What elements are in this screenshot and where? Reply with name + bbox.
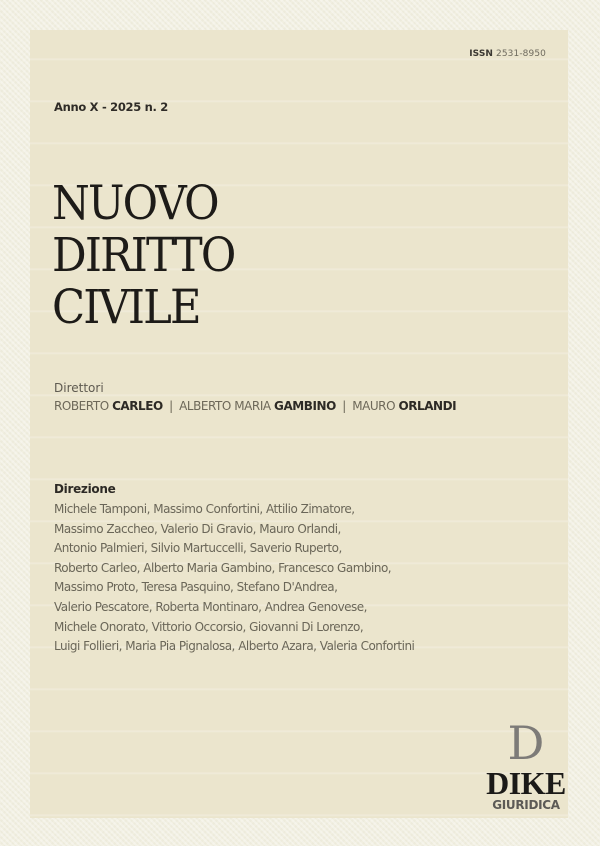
issue-info: Anno X - 2025 n. 2 <box>54 100 168 114</box>
director-surname: ORLANDI <box>398 399 457 413</box>
publisher-subname: GIURIDICA <box>492 798 560 812</box>
board-line: Michele Onorato, Vittorio Occorsio, Giovanni Di Lorenzo, <box>54 619 364 634</box>
director-surname: CARLEO <box>112 399 163 413</box>
director-3 <box>349 399 456 413</box>
directors-label: Direttori <box>54 381 104 395</box>
separator: | <box>342 399 346 413</box>
board-line: Antonio Palmieri, Silvio Martuccelli, Saverio Ruperto, <box>54 541 342 556</box>
board-label: Direzione <box>54 482 116 496</box>
board-line: Luigi Follieri, Maria Pia Pignalosa, Alberto Azara, Valeria Confortini <box>54 639 415 654</box>
directors-list <box>54 399 456 413</box>
director-given-name: MAURO <box>352 399 396 413</box>
director-surname: GAMBINO <box>274 399 336 413</box>
director-given-name: ALBERTO MARIA <box>179 399 271 413</box>
logo-mark-icon: D <box>507 716 545 770</box>
issn-label: ISSN <box>469 49 494 59</box>
title-line-3: CIVILE <box>52 280 200 335</box>
board-line: Massimo Zaccheo, Valerio Di Gravio, Mauro Orlandi, <box>54 521 341 536</box>
board-line: Roberto Carleo, Alberto Maria Gambino, Francesco Gambino, <box>54 560 392 575</box>
issn <box>469 49 546 59</box>
director-given-name: ROBERTO <box>54 399 109 413</box>
issn-number: 2531-8950 <box>496 49 546 59</box>
publisher-logo <box>478 716 574 812</box>
board-members <box>54 500 554 657</box>
board-line: Valerio Pescatore, Roberta Montinaro, Andrea Genovese, <box>54 599 367 614</box>
director-2 <box>176 399 339 413</box>
board-line: Michele Tamponi, Massimo Confortini, Attilio Zimatore, <box>54 502 355 516</box>
board-line: Massimo Proto, Teresa Pasquino, Stefano D'Andrea, <box>54 580 338 595</box>
journal-title <box>52 178 234 334</box>
title-line-1: NUOVO <box>52 176 218 231</box>
title-line-2: DIRITTO <box>52 228 235 283</box>
journal-cover <box>30 30 568 818</box>
publisher-name: DIKE <box>486 765 566 801</box>
separator: | <box>169 399 173 413</box>
director-1 <box>54 399 166 413</box>
